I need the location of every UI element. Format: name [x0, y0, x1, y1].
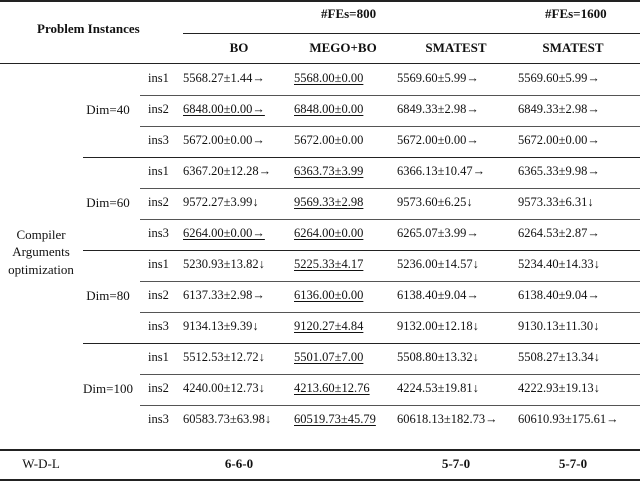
category-label-line1: Compiler [16, 227, 66, 242]
table-cell: 6848.00±0.00 [294, 102, 364, 116]
instance-label: ins3 [148, 226, 169, 240]
instance-label: ins1 [148, 257, 169, 271]
category-label-line2: Arguments [12, 244, 70, 259]
table-cell: 5568.27±1.44→ [183, 71, 265, 85]
fes-800-header: #FEs=800 [321, 6, 377, 21]
table-cell: 4224.53±19.81↓ [397, 381, 479, 395]
bottom-rule [0, 479, 640, 481]
instance-label: ins1 [148, 350, 169, 364]
table-cell: 5512.53±12.72↓ [183, 350, 265, 364]
summary-smatest-800: 5-7-0 [441, 456, 471, 471]
table-cell: 6138.40±9.04→ [518, 288, 600, 302]
group-separator [83, 157, 640, 158]
instance-label: ins3 [148, 412, 169, 426]
table-cell: 6264.00±0.00→ [183, 226, 265, 240]
dim-label: Dim=60 [86, 194, 130, 210]
instance-label: ins2 [148, 381, 169, 395]
table-cell: 60618.13±182.73→ [397, 412, 498, 426]
table-cell: 6367.20±12.28→ [183, 164, 272, 178]
row-separator [140, 374, 640, 375]
col-header-mego-bo: MEGO+BO [309, 40, 377, 55]
group-header-rule [183, 33, 640, 34]
table-cell: 5501.07±7.00 [294, 350, 364, 364]
table-cell: 6138.40±9.04→ [397, 288, 479, 302]
dim-label: Dim=40 [86, 101, 130, 117]
row-separator [140, 312, 640, 313]
table-cell: 9130.13±11.30↓ [518, 319, 600, 333]
table-cell: 5236.00±14.57↓ [397, 257, 479, 271]
dim-label: Dim=100 [83, 380, 133, 396]
table-cell: 6265.07±3.99→ [397, 226, 479, 240]
table-cell: 4240.00±12.73↓ [183, 381, 265, 395]
table-cell: 5234.40±14.33↓ [518, 257, 600, 271]
table-cell: 4213.60±12.76 [294, 381, 370, 395]
header-bottom-rule [0, 63, 640, 64]
instance-label: ins1 [148, 71, 169, 85]
table-cell: 5568.00±0.00 [294, 71, 364, 85]
table-cell: 9573.60±6.25↓ [397, 195, 473, 209]
summary-bo: 6-6-0 [224, 456, 254, 471]
table-cell: 6849.33±2.98→ [397, 102, 479, 116]
summary-label: W-D-L [22, 456, 60, 471]
col-header-smatest-1600: SMATEST [542, 40, 604, 55]
row-separator [140, 405, 640, 406]
summary-top-rule [0, 449, 640, 451]
row-separator [140, 281, 640, 282]
table-cell: 6136.00±0.00 [294, 288, 364, 302]
col-header-bo: BO [229, 40, 249, 55]
table-cell: 60583.73±63.98↓ [183, 412, 272, 426]
table-cell: 6264.00±0.00 [294, 226, 364, 240]
instance-label: ins2 [148, 195, 169, 209]
table-cell: 5230.93±13.82↓ [183, 257, 265, 271]
table-cell: 5569.60±5.99→ [397, 71, 479, 85]
table-cell: 4222.93±19.13↓ [518, 381, 600, 395]
instance-label: ins3 [148, 319, 169, 333]
table-cell: 6264.53±2.87→ [518, 226, 600, 240]
row-separator [140, 126, 640, 127]
dim-label: Dim=80 [86, 287, 130, 303]
instance-label: ins2 [148, 102, 169, 116]
table-cell: 5508.27±13.34↓ [518, 350, 600, 364]
table-cell: 9134.13±9.39↓ [183, 319, 259, 333]
table-cell: 5672.00±0.00→ [183, 133, 265, 147]
col-header-smatest-800: SMATEST [425, 40, 487, 55]
group-separator [83, 250, 640, 251]
table-cell: 5569.60±5.99→ [518, 71, 600, 85]
group-separator [83, 343, 640, 344]
table-cell: 60610.93±175.61→ [518, 412, 619, 426]
table-cell: 6848.00±0.00→ [183, 102, 265, 116]
table-cell: 9120.27±4.84 [294, 319, 364, 333]
summary-smatest-1600: 5-7-0 [558, 456, 588, 471]
table-cell: 6849.33±2.98→ [518, 102, 600, 116]
problem-instances-header: Problem Instances [37, 21, 140, 36]
table-cell: 9573.33±6.31↓ [518, 195, 594, 209]
instance-label: ins1 [148, 164, 169, 178]
table-cell: 6137.33±2.98→ [183, 288, 265, 302]
instance-label: ins2 [148, 288, 169, 302]
table-cell: 6365.33±9.98→ [518, 164, 600, 178]
table-cell: 5672.00±0.00→ [518, 133, 600, 147]
table-cell: 5225.33±4.17 [294, 257, 364, 271]
top-rule [0, 0, 640, 2]
row-separator [140, 188, 640, 189]
row-separator [140, 219, 640, 220]
table-cell: 60519.73±45.79 [294, 412, 376, 426]
table-cell: 5672.00±0.00 [294, 133, 364, 147]
table-cell: 6363.73±3.99 [294, 164, 364, 178]
table-cell: 5508.80±13.32↓ [397, 350, 479, 364]
category-label-line3: optimization [8, 262, 74, 277]
row-separator [140, 95, 640, 96]
table-cell: 5672.00±0.00→ [397, 133, 479, 147]
instance-label: ins3 [148, 133, 169, 147]
table-cell: 9572.27±3.99↓ [183, 195, 259, 209]
table-cell: 9132.00±12.18↓ [397, 319, 479, 333]
fes-1600-header: #FEs=1600 [545, 6, 607, 21]
table-cell: 6366.13±10.47→ [397, 164, 486, 178]
table-cell: 9569.33±2.98 [294, 195, 364, 209]
